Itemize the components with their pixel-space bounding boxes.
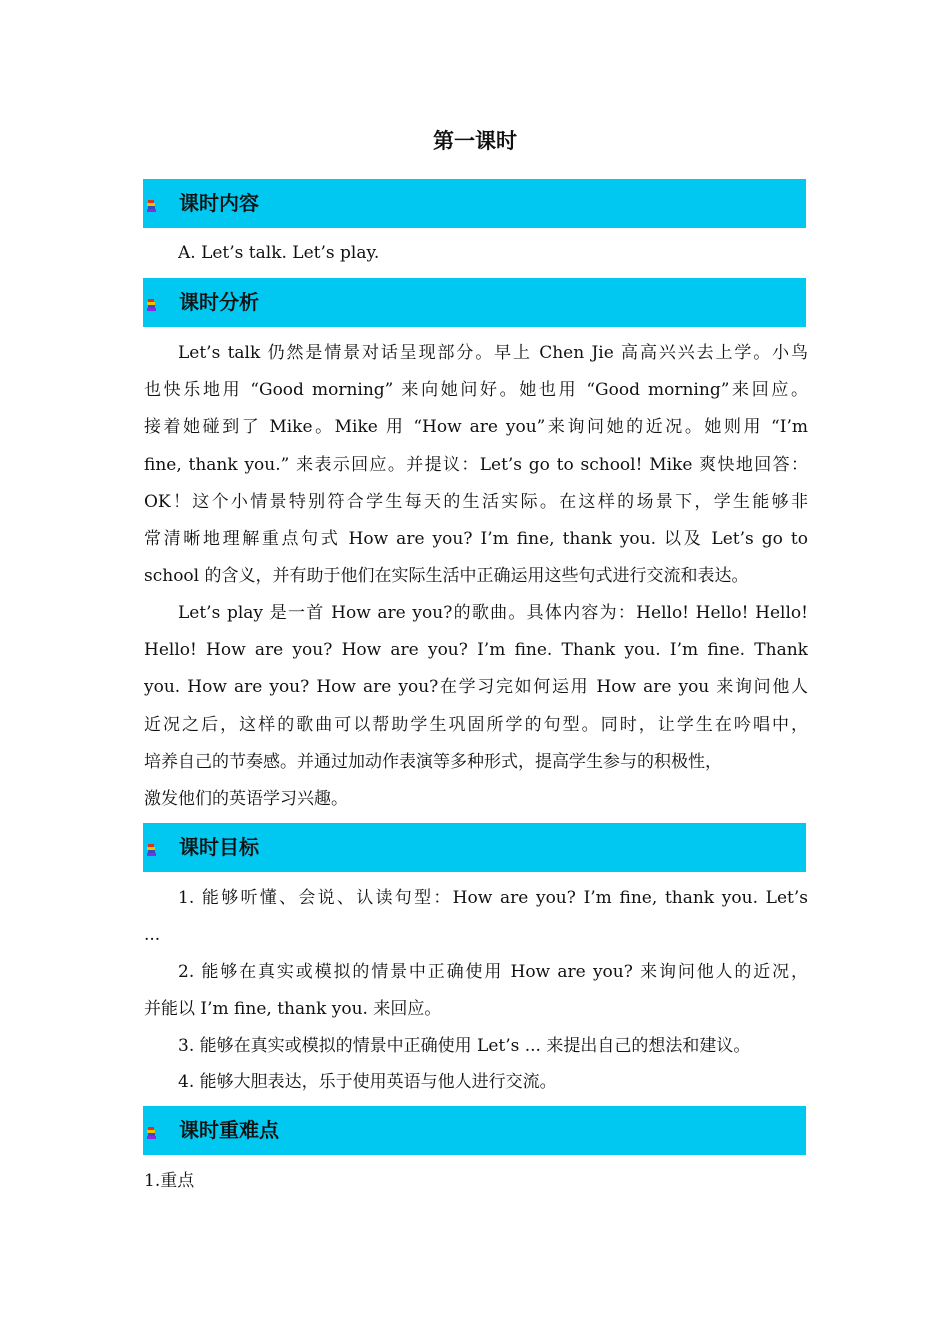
section-heading: 课时内容 xyxy=(179,191,259,215)
goal-item-2: 2. 能够在真实或模拟的情景中正确使用 How are you? 来询问他人的近况， 并能以 I’m fine, thank you. 来回应。 xyxy=(144,962,808,1020)
page-title: 第一课时 xyxy=(433,129,517,153)
section-heading: 课时分析 xyxy=(179,290,259,314)
section-header-goals xyxy=(143,823,806,872)
goal-item-4: 4. 能够大胆表达，乐于使用英语与他人进行交流。 xyxy=(178,1072,557,1092)
section-header-analysis xyxy=(143,278,806,327)
book-stack-icon xyxy=(145,298,159,312)
book-stack-icon xyxy=(145,199,159,213)
analysis-paragraph-2: Let’s play 是一首 How are you?的歌曲。具体内容为：Hello! Hello! Hello! Hello! How are you? How are you? I’m fine. Thank you. I’m fine. Thank you. How are you? How are you?在学习完如何运用 How are you 来询问他人 近况之后，这样的歌曲可以帮助学生巩固所学的句型。同时，让学生在吟唱中， 培养自己的节奏感。并通过加动作表演等多种形式，提高学生参与的积极性， 激发他们的英语学习兴趣。 xyxy=(144,603,808,809)
section-heading: 课时目标 xyxy=(179,835,259,859)
book-stack-icon xyxy=(145,1126,159,1140)
lesson-content-text: A. Let’s talk. Let’s play. xyxy=(178,243,380,263)
goal-item-1: 1. 能够听懂、会说、认读句型：How are you? I’m fine, thank you. Let’s ... xyxy=(144,888,808,946)
goal-item-3: 3. 能够在真实或模拟的情景中正确使用 Let’s ... 来提出自己的想法和建议。 xyxy=(178,1036,751,1056)
section-header-content xyxy=(143,179,806,228)
analysis-paragraph-1: Let’s talk 仍然是情景对话呈现部分。早上 Chen Jie 高高兴兴去上学。小鸟 也快乐地用 “Good morning” 来向她问好。她也用 “Good morning”来回应。 接着她碰到了 Mike。Mike 用 “How are you”来询问她的近况。她则用 “I’m fine, thank you.” 来表示回应。并提议：Let’s go to school! Mike 爽快地回答： OK！这个小情景特别符合学生每天的生活实际。在这样的场景下，学生能够非 常清晰地理解重点句式 How are you? I’m fine, thank you. 以及 Let’s go to school 的含义，并有助于他们在实际生活中正确运用这些句式进行交流和表达。 xyxy=(144,343,808,587)
difficulty-item-1: 1.重点 xyxy=(144,1171,195,1191)
book-stack-icon xyxy=(145,843,159,857)
section-header-difficulty xyxy=(143,1106,806,1155)
section-heading: 课时重难点 xyxy=(179,1118,279,1142)
